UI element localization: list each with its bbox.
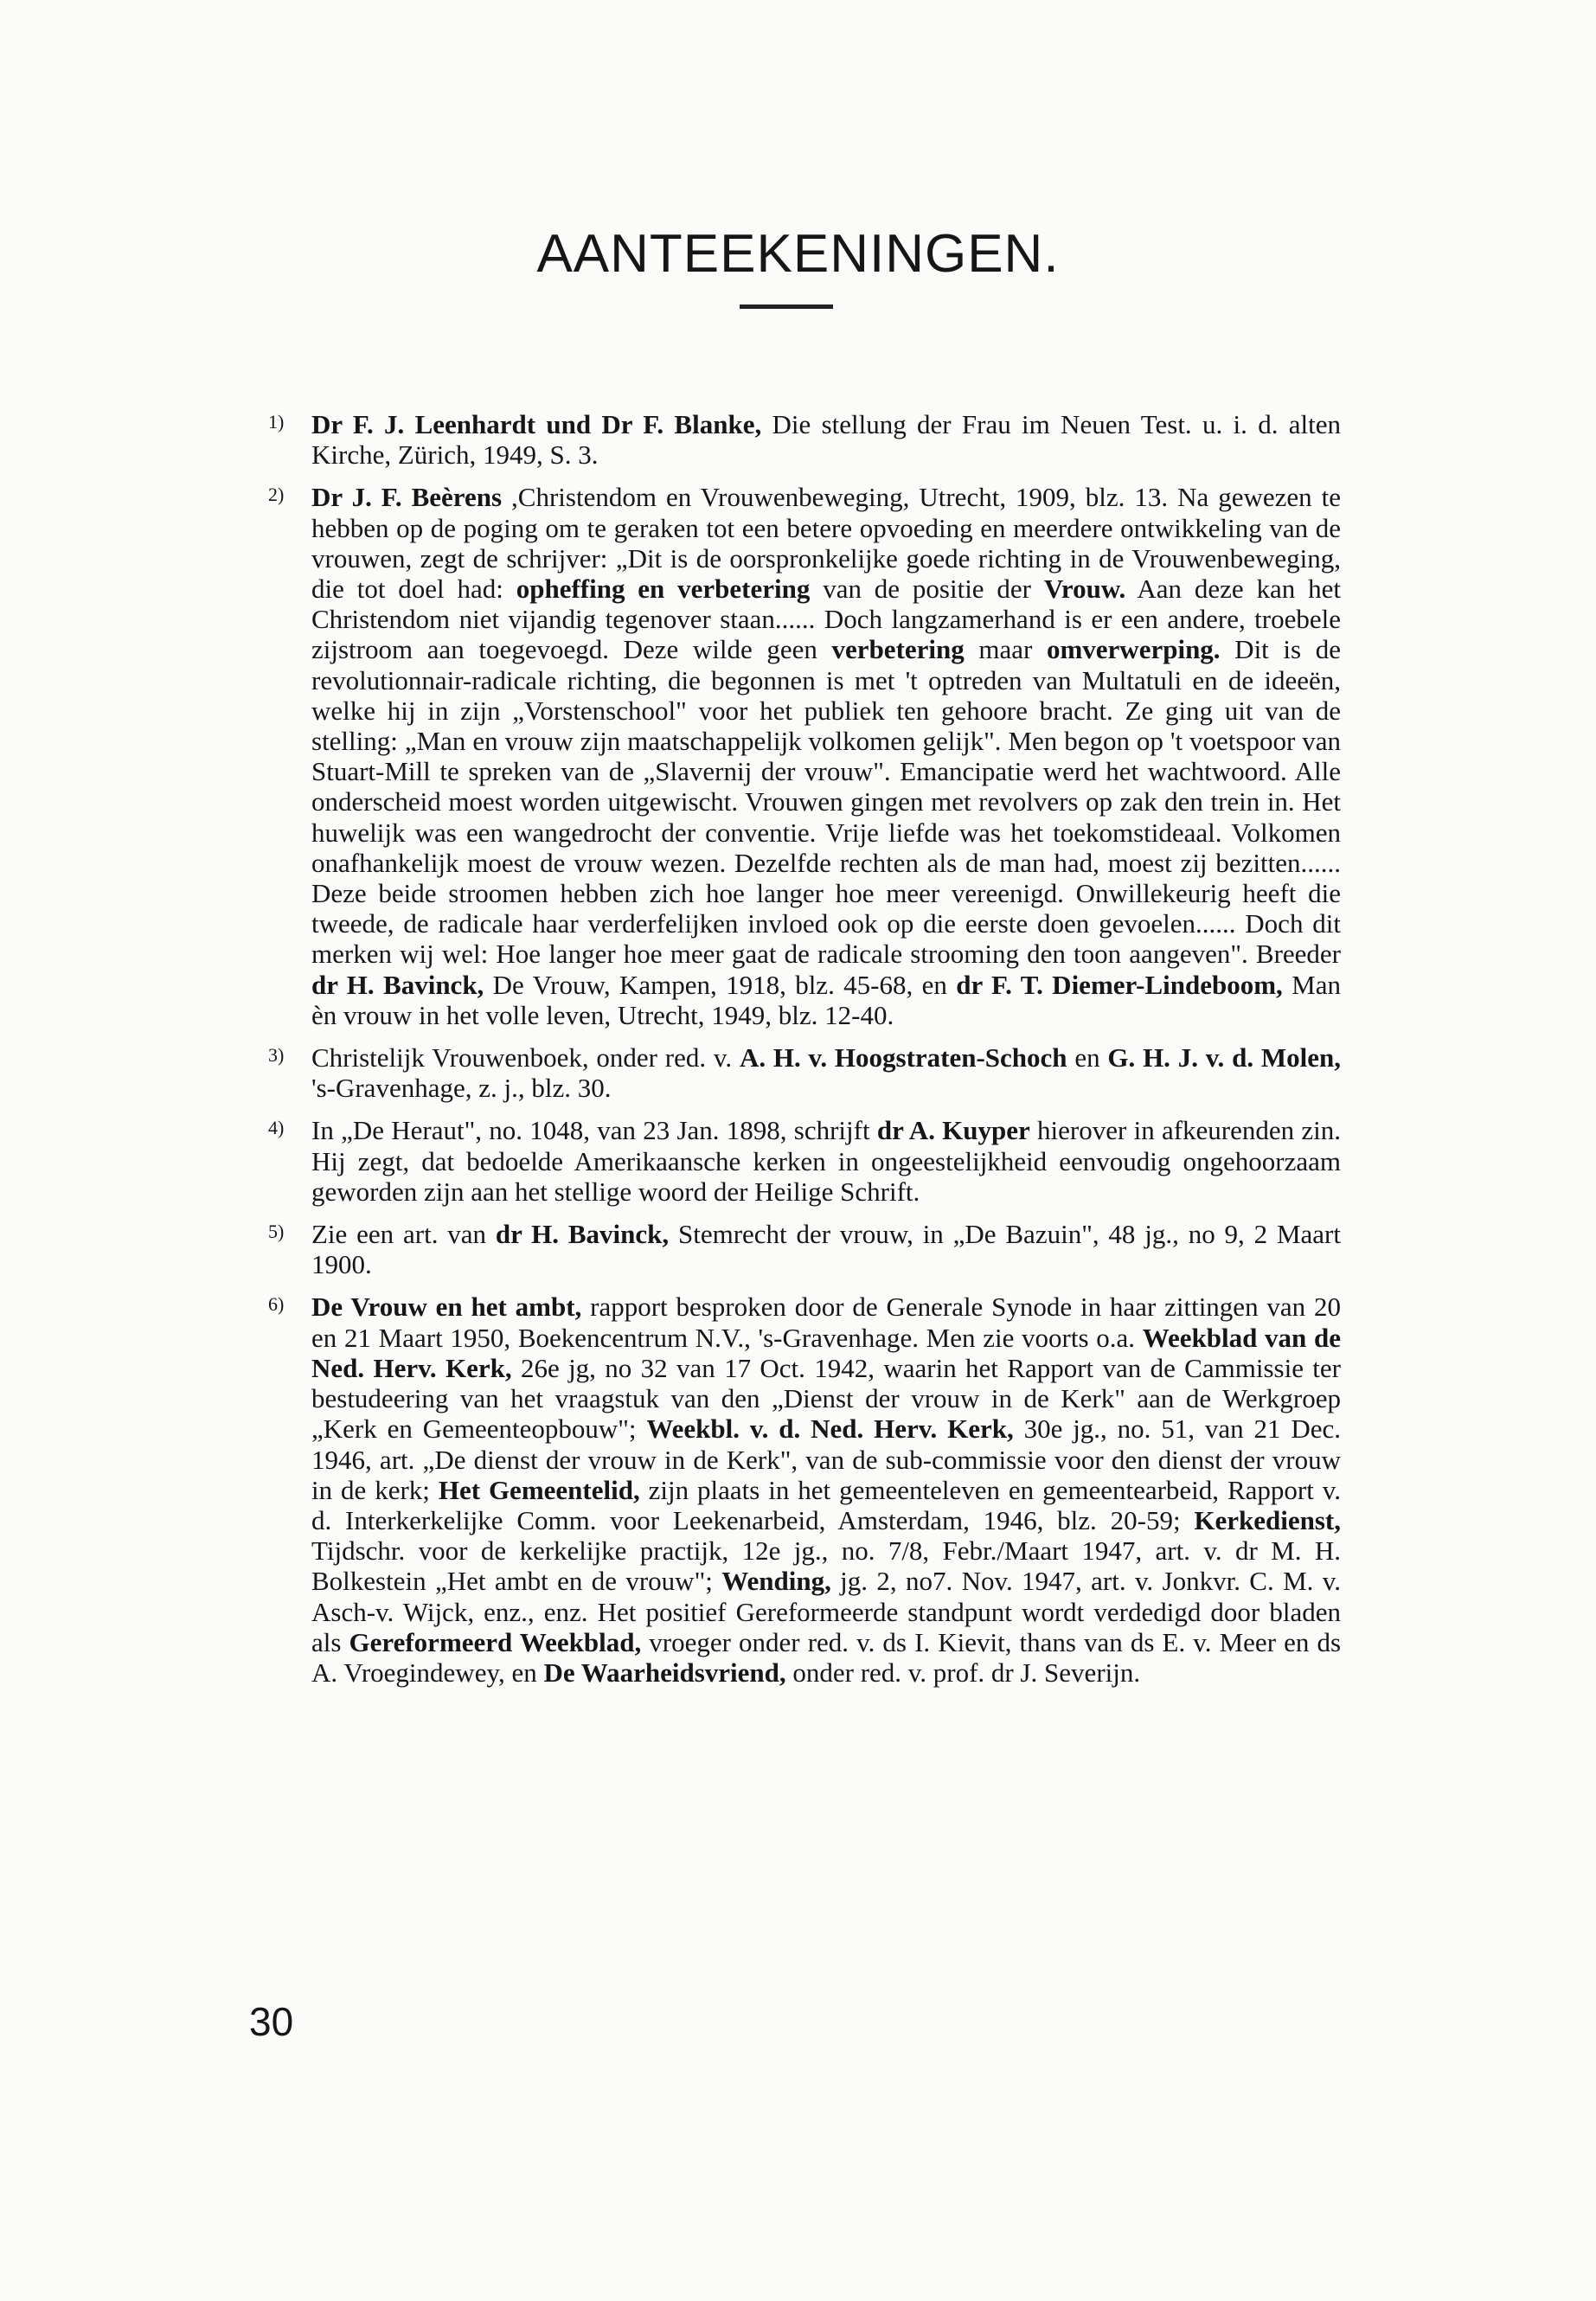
footnotes-list (268, 409, 1341, 1700)
footnote-bold-run: Gereformeerd Weekblad, (349, 1626, 642, 1657)
footnote-bold-run: Kerkedienst, (1194, 1504, 1341, 1535)
footnote-text-run: Christelijk Vrouwenboek, onder red. v. (311, 1042, 740, 1074)
footnote-bold-run: Weekblad van de Ned. Herv. Kerk, (311, 1322, 1341, 1383)
page-title: AANTEEKENINGEN. (536, 224, 1060, 284)
footnote-bold-run: Weekbl. v. d. Ned. Herv. Kerk, (646, 1413, 1014, 1445)
footnote-bold-run: Het Gemeentelid, (438, 1474, 640, 1505)
footnote (268, 1115, 1341, 1207)
page-number: 30 (249, 1999, 294, 2044)
title-rule (740, 304, 833, 309)
footnote-bold-run: dr H. Bavinck, (311, 969, 484, 1000)
footnote-bold-run: dr A. Kuyper (876, 1115, 1030, 1146)
footnote-text-run: ,Christendom en Vrouwenbeweging, Utrecht, 1909, blz. 13. Na gewezen te hebben op de poging om te geraken tot een betere opvoeding en meerdere ontwikkeling van de vrouwen, zegt de schrijver: „Dit is de oorspronkelijke goede richting in de Vrouwenbeweging, die tot doel had: (311, 482, 1341, 605)
footnote-bold-run: De Vrouw en het ambt, (311, 1292, 582, 1323)
footnote-bold-run: Wending, (721, 1566, 831, 1597)
footnote (268, 409, 1341, 470)
footnote-text-run: 's-Gravenhage, z. j., blz. 30. (311, 1073, 612, 1104)
footnote-marker: 1) (268, 411, 285, 433)
footnote-text (311, 1219, 1341, 1279)
footnote-text (311, 1292, 1341, 1688)
footnote-text-run: maar (964, 634, 1047, 665)
footnote-text (311, 482, 1341, 1030)
footnote-text-run: Aan deze kan het Christendom niet vijandig tegenover staan...... Doch langzamerhand is er een andere, troebele zijstroom aan toegevoegd. Deze wilde geen (311, 574, 1341, 665)
footnote-text (311, 1042, 1341, 1103)
footnote-bold-run: dr H. Bavinck, (495, 1219, 670, 1250)
footnote (268, 1219, 1341, 1279)
footnote-text-run: Dit is de revolutionnair-radicale richting, die begonnen is met 't optreden van Multatuli en de ideeën, welke hij in zijn „Vorstenschool" voor het publiek ten gehoore bracht. Ze ging uit van de stelling: „Man en vrouw zijn maatschappelijk volkomen gelijk". Men begon op 't voetspoor van Stuart-Mill te spreken van de „Slavernij der vrouw". Emancipatie werd het wachtwoord. Alle onderscheid moest worden uitgewischt. Vrouwen gingen met revolvers op zak den trein in. Het huwelijk was een wangedrocht der conventie. Vrije liefde was het toekomstideaal. Volkomen onafhankelijk moest de vrouw wezen. Dezelfde rechten als de man had, moest zij bezitten...... Deze beide stroomen hebben zich hoe langer hoe meer vereenigd. Onwillekeurig heeft die tweede, de radicale haar verderfelijken invloed ook op die eerste doen gevoelen...... Doch dit merken wij wel: Hoe langer hoe meer gaat de radicale strooming den toon aangeven". Breeder (311, 634, 1341, 970)
footnote-text-run: hierover in afkeurenden zin. Hij zegt, dat bedoelde Amerikaansche kerken in ongeestelijkheid eenvoudig ongehoorzaam geworden zijn aan het stellige woord der Heilige Schrift. (311, 1115, 1341, 1207)
footnote-text-run: en (1067, 1042, 1108, 1074)
footnote-marker: 2) (268, 484, 285, 506)
footnote-bold-run: G. H. J. v. d. Molen, (1107, 1042, 1342, 1074)
footnote-marker: 5) (268, 1221, 285, 1243)
footnote-text-run: rapport besproken door de Generale Synode in haar zittingen van 20 en 21 Maart 1950, Boekencentrum N.V., 's-Gravenhage. Men zie voorts o.a. (311, 1292, 1341, 1353)
footnote-text-run: Stemrecht der vrouw, in „De Bazuin", 48 jg., no 9, 2 Maart 1900. (311, 1219, 1341, 1280)
footnote-bold-run: verbetering (831, 634, 965, 665)
footnote-marker: 6) (268, 1293, 285, 1316)
footnote-text-run: Man èn vrouw in het volle leven, Utrecht, 1949, blz. 12-40. (311, 969, 1341, 1030)
footnote-text-run: jg. 2, no7. Nov. 1947, art. v. Jonkvr. C. M. v. Asch-v. Wijck, enz., enz. Het positief Gereformeerde standpunt wordt verdedigd door bladen als (311, 1566, 1341, 1657)
footnote-bold-run: opheffing en verbetering (516, 574, 811, 605)
footnote-bold-run: Dr J. F. Beèrens (311, 482, 503, 513)
footnote-text (311, 409, 1341, 470)
footnote-text-run: zijn plaats in het gemeenteleven en gemeentearbeid, Rapport v. d. Interkerkelijke Comm. voor Leekenarbeid, Amsterdam, 1946, blz. 20-59; (311, 1474, 1341, 1535)
footnote-text-run: vroeger onder red. v. ds I. Kievit, thans van ds E. v. Meer en ds A. Vroegindewey, en (311, 1626, 1342, 1688)
footnote-bold-run: De Waarheidsvriend, (543, 1657, 786, 1688)
footnote-text (311, 1115, 1341, 1207)
footnote-text-run: Tijdschr. voor de kerkelijke practijk, 12e jg., no. 7/8, Febr./Maart 1947, art. v. dr M. H. Bolkestein „Het ambt en de vrouw"; (311, 1535, 1341, 1597)
footnote-bold-run: A. H. v. Hoogstraten-Schoch (739, 1042, 1067, 1074)
footnote-text-run: De Vrouw, Kampen, 1918, blz. 45-68, en (484, 969, 957, 1000)
footnote (268, 1042, 1341, 1103)
footnote-marker: 4) (268, 1117, 285, 1139)
footnote-text-run: In „De Heraut", no. 1048, van 23 Jan. 1898, schrijft (311, 1115, 877, 1146)
footnote-bold-run: dr F. T. Diemer-Lindeboom, (956, 969, 1283, 1000)
footnote (268, 482, 1341, 1030)
footnote-bold-run: Vrouw. (1043, 574, 1126, 605)
footnote-text-run: van de positie der (810, 574, 1044, 605)
footnote (268, 1292, 1341, 1688)
footnote-marker: 3) (268, 1044, 285, 1067)
footnote-text-run: 30e jg., no. 51, van 21 Dec. 1946, art. „De dienst der vrouw in de Kerk", van de sub-commissie voor den dienst der vrouw in de kerk; (311, 1413, 1341, 1505)
footnote-text-run: 26e jg, no 32 van 17 Oct. 1942, waarin het Rapport van de Cammissie ter bestudeering van het vraagstuk van den „Dienst der vrouw in de Kerk" aan de Werkgroep „Kerk en Gemeenteopbouw"; (311, 1352, 1341, 1445)
footnote-bold-run: Dr F. J. Leenhardt und Dr F. Blanke, (311, 409, 762, 439)
footnote-text-run: Zie een art. van (311, 1219, 496, 1250)
footnote-text-run: Die stellung der Frau im Neuen Test. u. i. d. alten Kirche, Zürich, 1949, S. 3. (311, 409, 1341, 471)
footnote-bold-run: omverwerping. (1046, 634, 1221, 665)
footnote-text-run: onder red. v. prof. dr J. Severijn. (785, 1657, 1141, 1688)
